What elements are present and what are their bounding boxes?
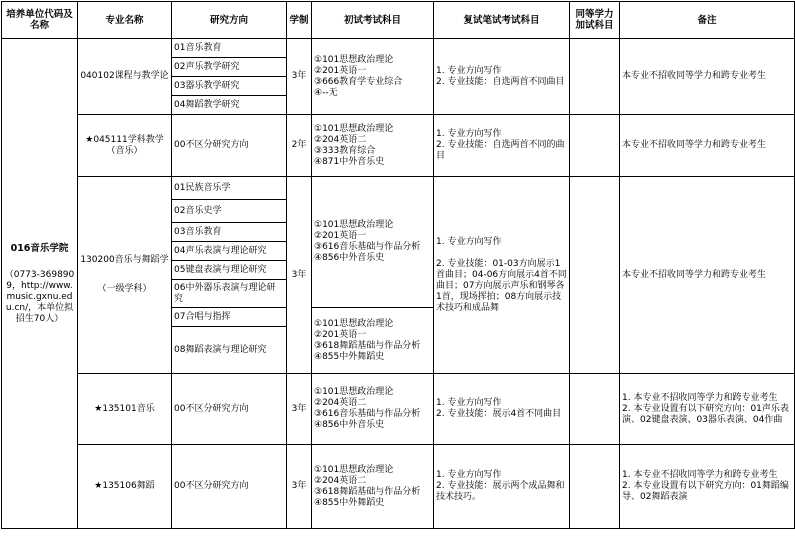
years-cell: 2年 — [287, 115, 312, 177]
direction-item: 07合唱与指挥 — [172, 308, 287, 327]
initial-item: ①101思想政治理论 — [314, 464, 394, 475]
header-major: 专业名称 — [78, 2, 172, 39]
retest-cell: 1. 专业方向写作 2. 专业技能：自选两首不同曲目 — [434, 39, 570, 115]
initial-item: ③618舞蹈基础与作品分析 — [314, 340, 421, 351]
direction-item: 06中外器乐表演与理论研究 — [172, 280, 287, 308]
initial-item: ③616音乐基础与作品分析 — [314, 242, 421, 252]
initial-item: ③333教育综合 — [314, 145, 376, 156]
admissions-table — [1, 1, 795, 529]
header-equiv: 同等学力加试科目 — [570, 2, 620, 39]
major-cell: ★135101音乐 — [78, 374, 172, 445]
equiv-cell — [570, 445, 620, 529]
initial-cell — [312, 115, 434, 177]
note-cell: 1. 本专业不招收同等学力和跨专业考生 2. 本专业设置有以下研究方向：01舞蹈编导、02舞蹈表演 — [620, 445, 795, 529]
direction-item: 08舞蹈表演与理论研究 — [172, 327, 287, 374]
direction-item: 05键盘表演与理论研究 — [172, 261, 287, 280]
years-cell: 3年 — [287, 177, 312, 374]
note-cell: 本专业不招收同等学力和跨专业考生 — [620, 115, 795, 177]
retest-cell: 1. 专业方向写作 2. 专业技能：展示两个成品舞和技术技巧。 — [434, 445, 570, 529]
equiv-cell — [570, 177, 620, 374]
header-row — [2, 2, 795, 39]
retest-cell: 1. 专业方向写作 2. 专业技能：自选两首不同的曲目 — [434, 115, 570, 177]
header-note: 备注 — [620, 2, 795, 39]
unit-cell — [2, 39, 78, 529]
initial-item: ②201英语一 — [314, 329, 367, 340]
equiv-cell — [570, 374, 620, 445]
major-cell: 040102课程与教学论 — [78, 39, 172, 115]
major-cell: ★135106舞蹈 — [78, 445, 172, 529]
initial-item: ④855中外舞蹈史 — [314, 351, 385, 362]
direction-item: 00不区分研究方向 — [172, 445, 287, 529]
retest-cell: 1. 专业方向写作 2. 专业技能：01-03方向展示1首曲目；04-06方向展示4首不同曲目；07方向展示声乐和钢琴各1首，现场挥拍；08方向展示技术技巧和成品舞 — [434, 177, 570, 374]
initial-item: ①101思想政治理论 — [314, 123, 394, 134]
initial-item: ④871中外音乐史 — [314, 156, 385, 167]
header-retest: 复试笔试考试科目 — [434, 2, 570, 39]
initial-cell — [312, 308, 434, 374]
direction-item: 01民族音乐学 — [172, 177, 287, 200]
note-cell: 本专业不招收同等学力和跨专业考生 — [620, 39, 795, 115]
initial-item: ②201英语一 — [314, 65, 367, 76]
initial-item: ④--无 — [314, 87, 338, 98]
direction-item: 00不区分研究方向 — [172, 374, 287, 445]
direction-item: 03器乐教学研究 — [172, 77, 287, 96]
header-unit: 培养单位代码及名称 — [2, 2, 78, 39]
initial-item: ①101思想政治理论 — [314, 318, 394, 329]
initial-item: ②201英语一 — [314, 231, 367, 241]
initial-item: ①101思想政治理论 — [314, 387, 394, 397]
header-direction: 研究方向 — [172, 2, 287, 39]
header-years: 学制 — [287, 2, 312, 39]
direction-item: 02声乐教学研究 — [172, 58, 287, 77]
initial-cell — [312, 39, 434, 115]
initial-cell — [312, 374, 434, 445]
initial-item: ①101思想政治理论 — [314, 54, 394, 65]
note-cell: 1. 本专业不招收同等学力和跨专业考生 2. 本专业设置有以下研究方向：01声乐表演、02键盘表演、03器乐表演、04作曲 — [620, 374, 795, 445]
major-cell — [78, 177, 172, 374]
major-sub: （一级学科） — [97, 284, 152, 294]
unit-name: 016音乐学院 — [10, 242, 69, 254]
direction-item: 01音乐教育 — [172, 39, 287, 58]
initial-cell — [312, 445, 434, 529]
initial-item: ②204英语二 — [314, 475, 367, 486]
initial-item: ②204英语二 — [314, 398, 367, 408]
initial-item: ①101思想政治理论 — [314, 220, 394, 230]
direction-item: 02音乐史学 — [172, 200, 287, 223]
major-name: 130200音乐与舞蹈学 — [80, 255, 169, 265]
initial-item: ④856中外音乐史 — [314, 420, 385, 430]
unit-contact: （0773-3698909，http://www.music.gxnu.edu.cn/，本单位拟招生70人） — [4, 269, 75, 324]
note-cell: 本专业不招收同等学力和跨专业考生 — [620, 177, 795, 374]
direction-item: 03音乐教育 — [172, 223, 287, 242]
initial-item: ②204英语二 — [314, 134, 367, 145]
years-cell: 3年 — [287, 374, 312, 445]
initial-item: ④856中外音乐史 — [314, 253, 385, 263]
years-cell: 3年 — [287, 39, 312, 115]
header-initial: 初试考试科目 — [312, 2, 434, 39]
equiv-cell — [570, 115, 620, 177]
equiv-cell — [570, 39, 620, 115]
direction-item: 00不区分研究方向 — [172, 115, 287, 177]
initial-cell — [312, 177, 434, 308]
years-cell: 3年 — [287, 445, 312, 529]
initial-item: ③666教育学专业综合 — [314, 76, 403, 87]
major-cell: ★045111学科教学（音乐） — [78, 115, 172, 177]
initial-item: ③616音乐基础与作品分析 — [314, 409, 421, 419]
retest-cell: 1. 专业方向写作 2. 专业技能：展示4首不同曲目 — [434, 374, 570, 445]
initial-item: ③618舞蹈基础与作品分析 — [314, 486, 421, 497]
direction-item: 04声乐表演与理论研究 — [172, 242, 287, 261]
initial-item: ④855中外舞蹈史 — [314, 497, 385, 508]
direction-item: 04舞蹈教学研究 — [172, 96, 287, 115]
